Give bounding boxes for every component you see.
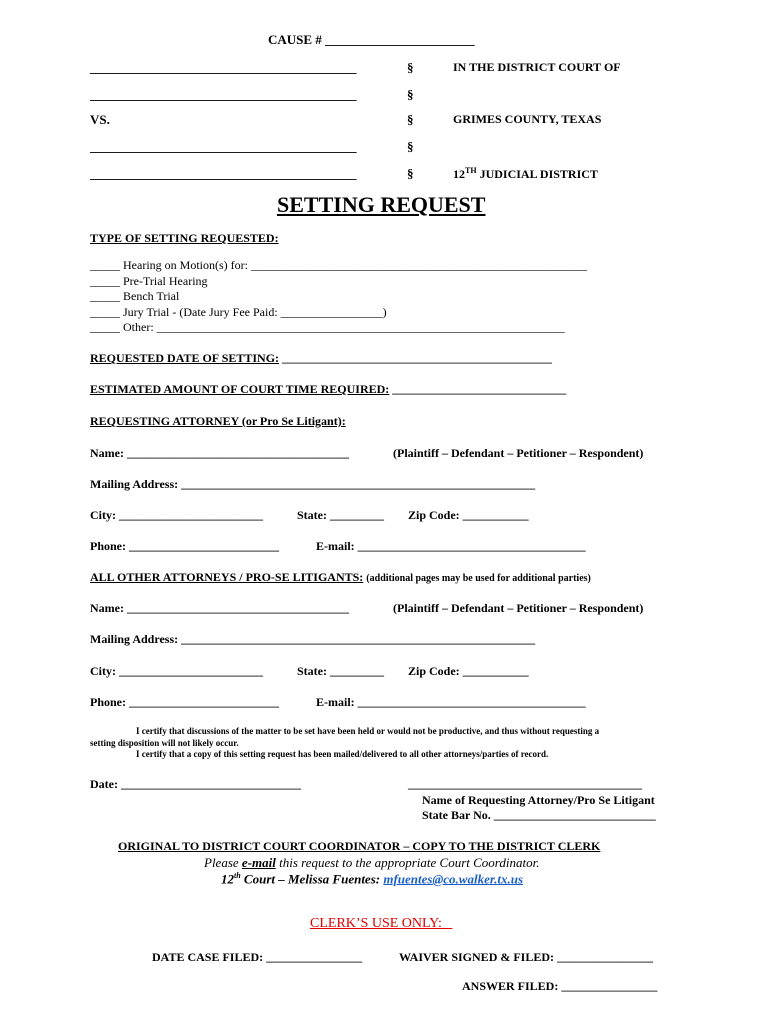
section-mark: § xyxy=(407,60,414,75)
party-line-3: _________________________________________ xyxy=(90,139,357,154)
setting-option-bench[interactable]: _____ Bench Trial xyxy=(90,289,180,303)
party-line-1: _________________________________________ xyxy=(90,60,357,75)
requesting-name-field[interactable]: Name: _____________________________________ xyxy=(90,446,349,460)
section-mark: § xyxy=(407,166,414,181)
estimated-time[interactable]: ESTIMATED AMOUNT OF COURT TIME REQUIRED: _____________________________ xyxy=(90,382,567,396)
other-mailing-field[interactable]: Mailing Address: ___________________________________________________________ xyxy=(90,632,536,646)
clerk-use-heading: CLERK’S USE ONLY: xyxy=(310,916,442,931)
requesting-attorney-heading: REQUESTING ATTORNEY (or Pro Se Litigant): xyxy=(90,414,346,428)
signature-name-label: Name of Requesting Attorney/Pro Se Litigant xyxy=(422,793,655,807)
other-state-field[interactable]: State: _________ xyxy=(297,664,384,678)
requesting-party-roles: (Plaintiff – Defendant – Petitioner – Respondent) xyxy=(393,446,644,460)
other-party-roles: (Plaintiff – Defendant – Petitioner – Respondent) xyxy=(393,601,644,615)
court-line-2: GRIMES COUNTY, TEXAS xyxy=(453,112,602,126)
setting-option-hearing[interactable]: _____ Hearing on Motion(s) for: ________________________________________________________ xyxy=(90,258,587,272)
other-email-field[interactable]: E-mail: ______________________________________ xyxy=(316,695,586,709)
other-name-field[interactable]: Name: _____________________________________ xyxy=(90,601,349,615)
setting-option-pretrial[interactable]: _____ Pre-Trial Hearing xyxy=(90,274,208,288)
please-email-note: Please e-mail this request to the appropriate Court Coordinator. xyxy=(204,855,540,870)
requested-date[interactable]: REQUESTED DATE OF SETTING: _____________________________________________ xyxy=(90,351,553,365)
other-attorneys-heading: ALL OTHER ATTORNEYS / PRO-SE LITIGANTS: (additional pages may be used for additional parties) xyxy=(90,570,591,584)
requesting-phone-field[interactable]: Phone: _________________________ xyxy=(90,539,279,553)
original-copy-note: ORIGINAL TO DISTRICT COURT COORDINATOR – COPY TO THE DISTRICT CLERK xyxy=(118,839,601,853)
requesting-zip-field[interactable]: Zip Code: ___________ xyxy=(408,508,529,522)
other-phone-field[interactable]: Phone: _________________________ xyxy=(90,695,279,709)
waiver-filed-field[interactable]: WAIVER SIGNED & FILED: ________________ xyxy=(399,950,654,964)
coordinator-email-link[interactable]: mfuentes@co.walker.tx.us xyxy=(383,871,524,887)
court-coordinator: 12th Court – Melissa Fuentes: mfuentes@co.walker.tx.us xyxy=(221,871,524,887)
setting-option-other[interactable]: _____ Other: ____________________________________________________________________ xyxy=(90,320,565,334)
answer-filed-field[interactable]: ANSWER FILED: ________________ xyxy=(462,979,658,993)
section-mark: § xyxy=(407,139,414,154)
certify-line-3: I certify that a copy of this setting request has been mailed/delivered to all other attorneys/parties of record. xyxy=(136,749,549,759)
date-case-filed-field[interactable]: DATE CASE FILED: ________________ xyxy=(152,950,363,964)
certify-line-2: setting disposition will not likely occur. xyxy=(90,738,239,748)
vs-label: VS. xyxy=(90,112,110,127)
section-mark: § xyxy=(407,87,414,102)
court-line-1: IN THE DISTRICT COURT OF xyxy=(453,60,621,74)
setting-type-heading: TYPE OF SETTING REQUESTED: xyxy=(90,231,279,245)
requesting-state-field[interactable]: State: _________ xyxy=(297,508,384,522)
requesting-mailing-field[interactable]: Mailing Address: ___________________________________________________________ xyxy=(90,477,536,491)
setting-option-jury[interactable]: _____ Jury Trial - (Date Jury Fee Paid: _________________) xyxy=(90,305,387,319)
date-field[interactable]: Date: ______________________________ xyxy=(90,777,301,791)
party-line-2: _________________________________________ xyxy=(90,87,357,102)
state-bar-field[interactable]: State Bar No. ___________________________ xyxy=(422,808,656,822)
party-line-4: _________________________________________ xyxy=(90,166,357,181)
signature-line[interactable]: _______________________________________ xyxy=(408,777,642,791)
section-mark: § xyxy=(407,112,414,127)
certify-line-1: I certify that discussions of the matter to be set have been held or would not be productive, and thus without requesting a xyxy=(136,726,600,736)
cause-number: CAUSE # _______________________ xyxy=(268,32,475,47)
other-city-field[interactable]: City: ________________________ xyxy=(90,664,263,678)
requesting-city-field[interactable]: City: ________________________ xyxy=(90,508,263,522)
requesting-email-field[interactable]: E-mail: ______________________________________ xyxy=(316,539,586,553)
page-title: SETTING REQUEST xyxy=(277,192,486,217)
other-zip-field[interactable]: Zip Code: ___________ xyxy=(408,664,529,678)
court-district: 12TH JUDICIAL DISTRICT xyxy=(453,166,598,181)
